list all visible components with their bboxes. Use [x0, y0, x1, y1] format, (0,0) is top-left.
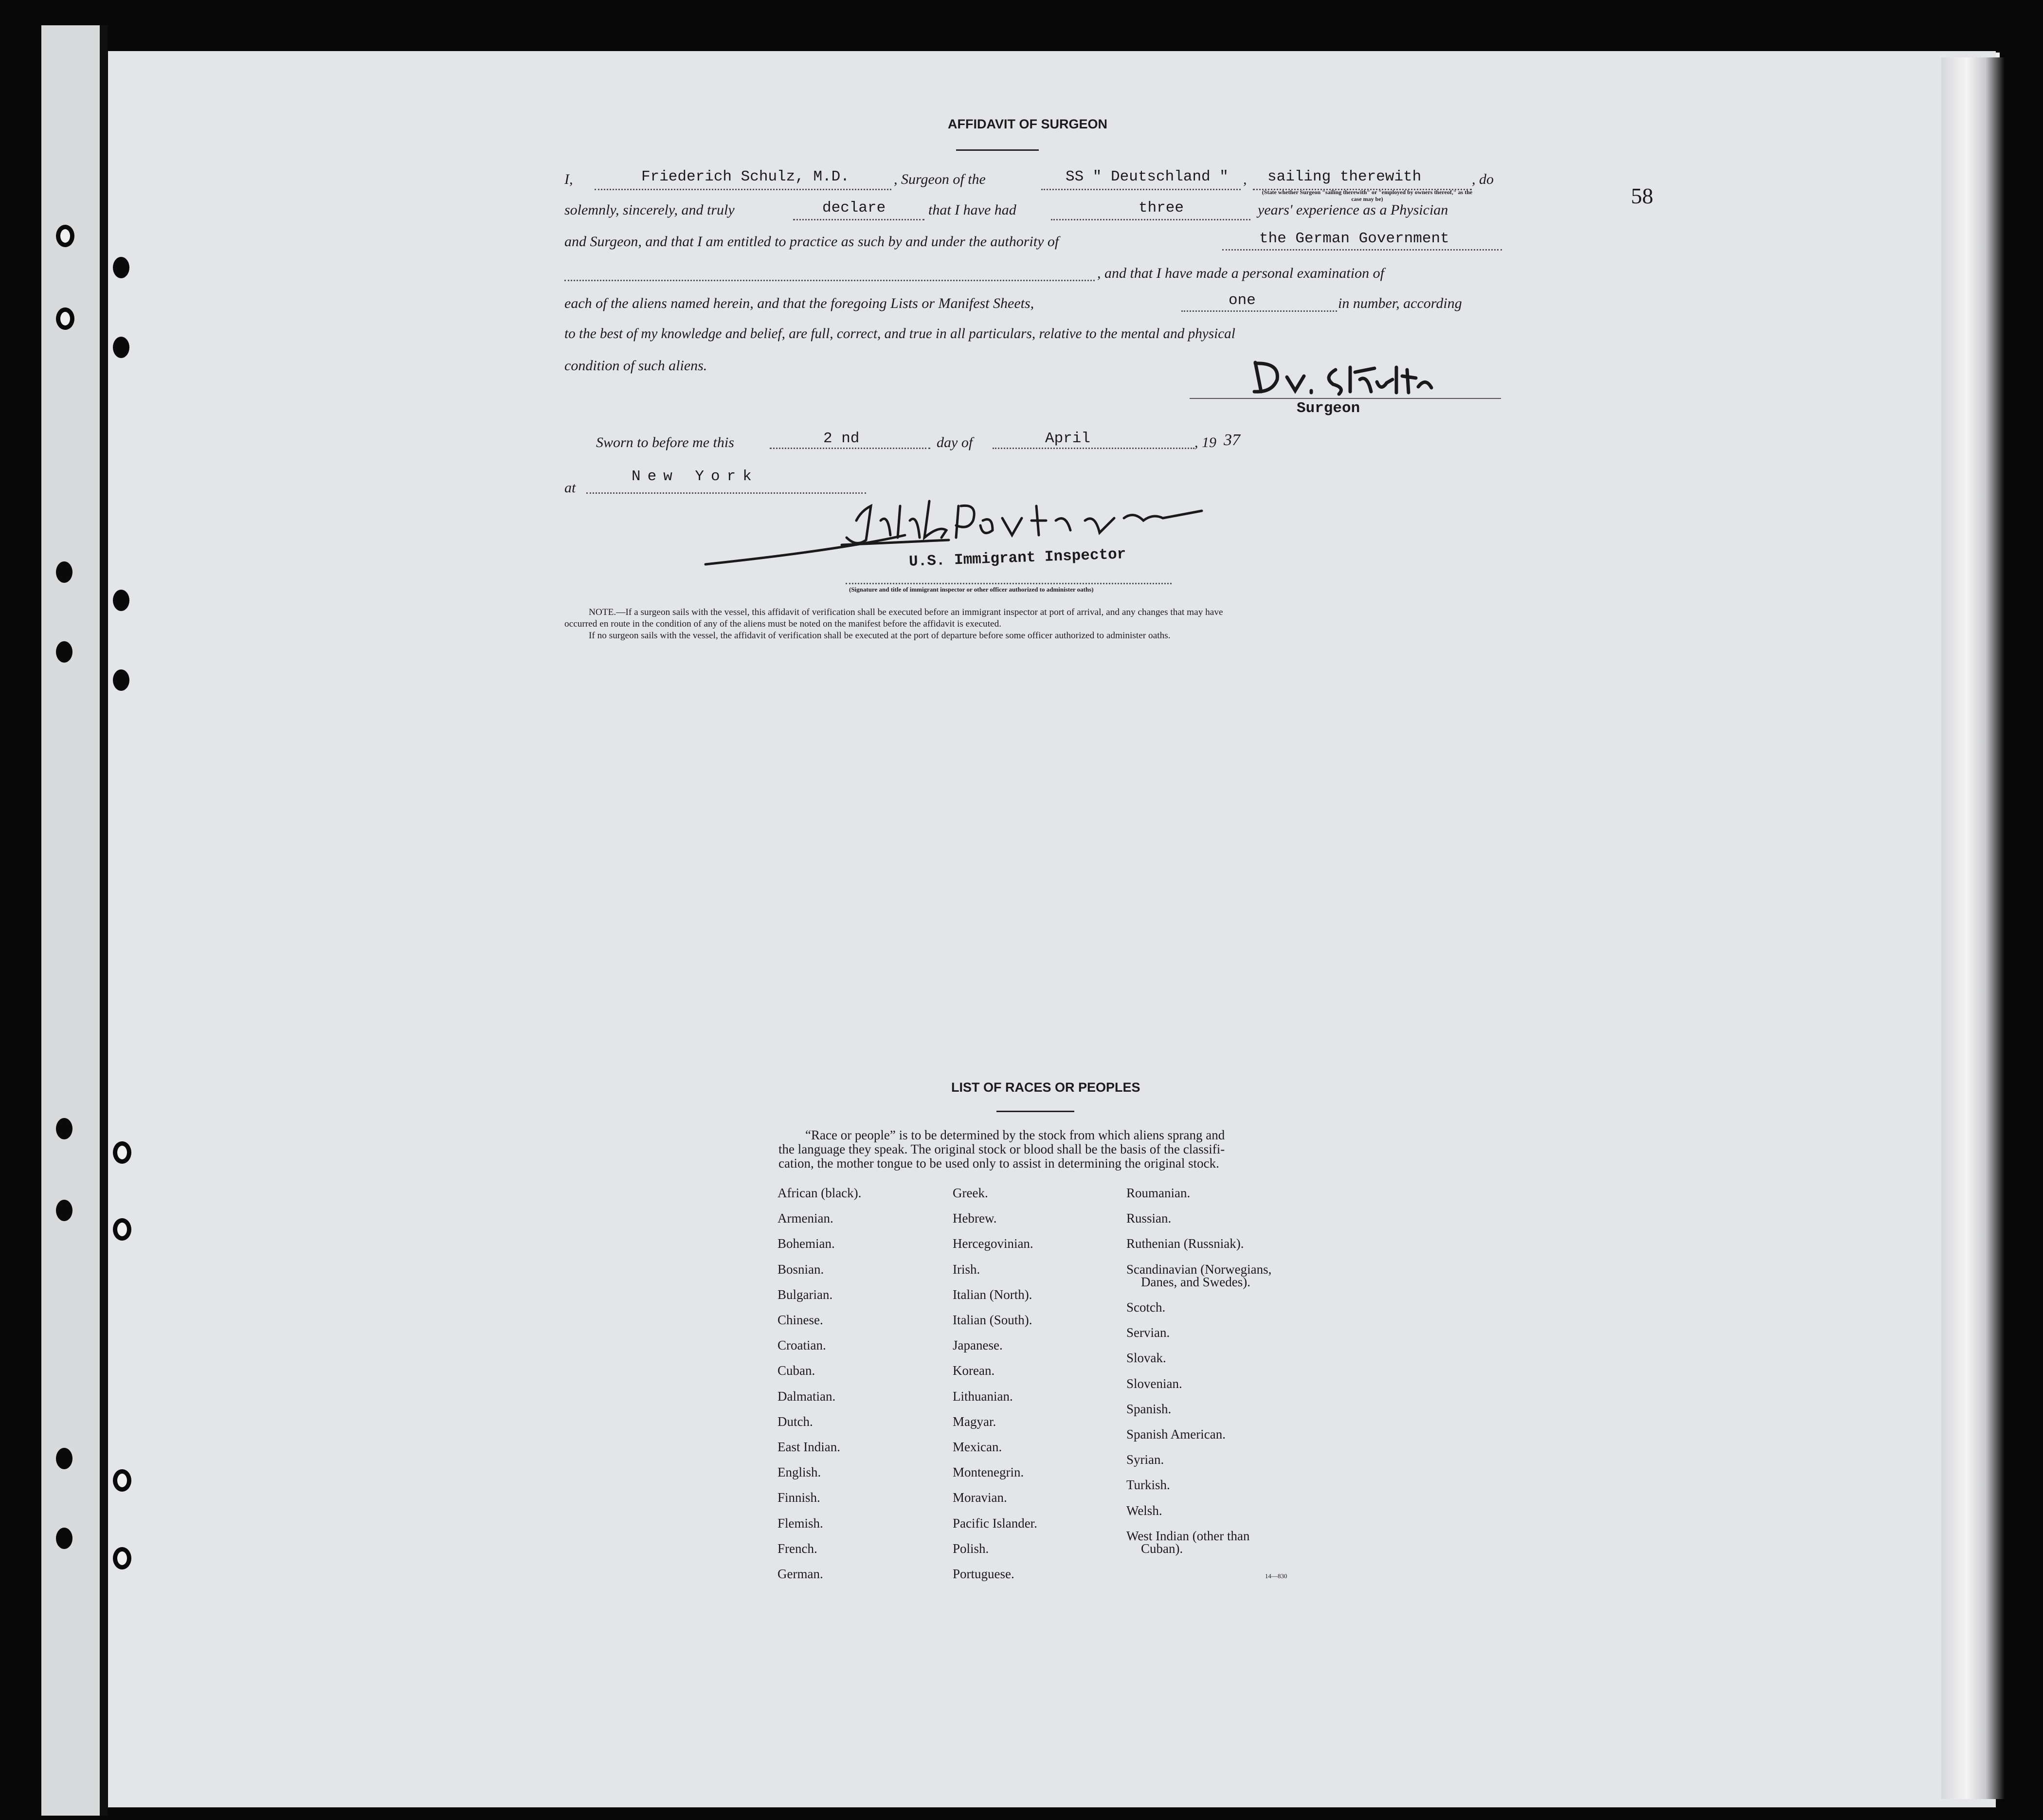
sheets-count-line	[1181, 310, 1337, 312]
vessel-line	[1041, 189, 1241, 190]
race-entry: Hercegovinian.	[953, 1236, 1033, 1251]
vessel-field: SS " Deutschland "	[1066, 168, 1229, 185]
race-entry: Bulgarian.	[777, 1287, 833, 1302]
race-entry: Korean.	[953, 1363, 995, 1378]
races-intro-2: the language they speak. The original stock or blood shall be the basis of the classifi-	[778, 1142, 1225, 1156]
affidavit-line1-comma: ,	[1243, 171, 1247, 187]
race-entry: Japanese.	[953, 1338, 1003, 1353]
inspector-signature-line	[846, 583, 1172, 584]
punch-hole	[113, 337, 129, 358]
race-entry: French.	[777, 1541, 817, 1556]
race-entry: Bohemian.	[777, 1236, 835, 1251]
authority-line	[1222, 249, 1502, 251]
affidavit-line1-prefix: I,	[564, 171, 573, 187]
race-entry: Spanish.	[1126, 1401, 1172, 1416]
race-entry: Greek.	[953, 1186, 988, 1200]
sworn-day-field: 2 nd	[823, 430, 860, 447]
race-entry: Italian (North).	[953, 1287, 1032, 1302]
race-entry: Moravian.	[953, 1490, 1007, 1505]
punch-hole	[113, 669, 129, 691]
race-entry: Polish.	[953, 1541, 989, 1556]
binder-edge	[100, 25, 108, 1816]
affidavit-line7: condition of such aliens.	[564, 358, 707, 374]
inspector-label: U.S. Immigrant Inspector	[908, 546, 1126, 571]
race-entry: Syrian.	[1126, 1452, 1164, 1467]
page-number: 58	[1631, 183, 1653, 208]
affidavit-line2-suffix: years' experience as a Physician	[1258, 202, 1448, 218]
race-entry: Hebrew.	[953, 1211, 997, 1226]
authority-continuation-line	[564, 280, 1095, 281]
race-entry: Italian (South).	[953, 1313, 1032, 1327]
sworn-year-prefix: , 19	[1194, 434, 1216, 450]
surgeon-name-line	[595, 189, 891, 190]
race-entry: Cuban).	[1141, 1541, 1183, 1556]
punch-hole	[113, 590, 129, 611]
race-entry: Spanish American.	[1126, 1427, 1226, 1442]
years-field: three	[1139, 199, 1184, 216]
race-entry: Irish.	[953, 1261, 980, 1277]
race-entry: West Indian (other than	[1126, 1528, 1250, 1543]
surgeon-signature-mark	[1250, 358, 1445, 401]
note-line-1: NOTE.—If a surgeon sails with the vessel, this affidavit of verification shall be executed before an immigrant inspector at port of arrival, and any changes that may have	[589, 607, 1223, 617]
sworn-prefix: Sworn to before me this	[596, 434, 734, 450]
race-entry: Welsh.	[1126, 1503, 1162, 1518]
sailing-field: sailing therewith	[1267, 168, 1422, 185]
affidavit-line2-mid: that I have had	[928, 202, 1016, 218]
punch-hole	[113, 1141, 131, 1164]
races-intro-3: cation, the mother tongue to be used only to assist in determining the original stock.	[778, 1156, 1219, 1171]
punch-hole	[113, 257, 129, 278]
punch-hole	[56, 225, 74, 247]
race-entry: Pacific Islander.	[953, 1515, 1037, 1531]
punch-hole	[113, 1218, 131, 1241]
authority-field: the German Government	[1259, 230, 1449, 247]
race-entry: Slovenian.	[1126, 1376, 1182, 1391]
punch-hole	[56, 307, 74, 330]
affidavit-line1-mid: , Surgeon of the	[894, 171, 986, 187]
race-entry: Magyar.	[953, 1414, 996, 1429]
affidavit-line5-suffix: in number, according	[1338, 295, 1462, 311]
form-number: 14—830	[1265, 1572, 1287, 1580]
race-entry: Montenegrin.	[953, 1465, 1024, 1480]
race-entry: Chinese.	[777, 1313, 823, 1327]
affidavit-line3-prefix: and Surgeon, and that I am entitled to practice as such by and under the authority of	[564, 234, 1059, 250]
punch-hole	[56, 641, 72, 663]
race-entry: Scotch.	[1126, 1300, 1166, 1315]
race-entry: Slovak.	[1126, 1351, 1166, 1366]
sworn-month-line	[993, 448, 1194, 449]
sworn-day-line	[770, 448, 930, 449]
race-entry: Cuban.	[777, 1363, 815, 1378]
punch-hole	[113, 1469, 131, 1492]
race-entry: Roumanian.	[1126, 1186, 1191, 1200]
punch-hole	[113, 1547, 131, 1569]
punch-hole	[56, 1118, 72, 1139]
sheets-count-field: one	[1229, 292, 1256, 309]
sworn-day-of: day of	[937, 434, 973, 450]
affidavit-line4: , and that I have made a personal examination of	[1097, 265, 1384, 281]
inspector-note: (Signature and title of immigrant inspector or other officer authorized to administer oaths)	[849, 586, 1094, 593]
race-entry: East Indian.	[777, 1440, 840, 1454]
races-intro-1: “Race or people” is to be determined by the stock from which aliens sprang and	[805, 1128, 1225, 1142]
affidavit-line5-prefix: each of the aliens named herein, and that the foregoing Lists or Manifest Sheets,	[564, 295, 1034, 311]
surgeon-name-field: Friederich Schulz, M.D.	[641, 168, 850, 185]
races-title: LIST OF RACES OR PEOPLES	[951, 1080, 1140, 1095]
sailing-note: (State whether Surgeon "sailing therewith" or "employed by owners thereof," as the case may be)	[1262, 189, 1473, 202]
place-field: New York	[632, 468, 759, 485]
race-entry: Portuguese.	[953, 1567, 1014, 1581]
race-entry: Turkish.	[1126, 1478, 1170, 1493]
affidavit-line1-suffix: , do	[1472, 171, 1494, 187]
race-entry: Dalmatian.	[777, 1388, 836, 1404]
title-rule	[956, 149, 1039, 151]
note-line-3: If no surgeon sails with the vessel, the affidavit of verification shall be executed at the port of departure before some officer authorized to administer oaths.	[589, 631, 1171, 641]
surgeon-label: Surgeon	[1297, 400, 1360, 417]
binder-strip	[41, 25, 102, 1816]
years-line	[1051, 219, 1250, 220]
race-entry: Scandinavian (Norwegians,	[1126, 1261, 1272, 1277]
race-entry: Flemish.	[777, 1515, 823, 1531]
sworn-month-field: April	[1045, 430, 1091, 447]
race-entry: English.	[777, 1465, 821, 1480]
affidavit-title: AFFIDAVIT OF SURGEON	[948, 117, 1107, 131]
sworn-year-field: 37	[1224, 431, 1240, 449]
race-entry: Mexican.	[953, 1440, 1002, 1454]
race-entry: Finnish.	[777, 1490, 820, 1505]
note-line-2: occurred en route in the condition of any of the aliens must be noted on the manifest before the affidavit is executed.	[564, 619, 1002, 629]
affidavit-line2-prefix: solemnly, sincerely, and truly	[564, 202, 735, 218]
race-entry: African (black).	[777, 1186, 862, 1200]
at-prefix: at	[564, 480, 576, 496]
punch-hole	[56, 1448, 72, 1469]
declare-field: declare	[822, 199, 886, 216]
race-entry: Servian.	[1126, 1325, 1170, 1340]
race-entry: German.	[777, 1567, 823, 1581]
punch-hole	[56, 1528, 72, 1549]
affidavit-line6: to the best of my knowledge and belief, are full, correct, and true in all particulars, relative to the mental and physical	[564, 326, 1235, 342]
surgeon-signature-line	[1190, 398, 1501, 399]
race-entry: Croatian.	[777, 1338, 826, 1353]
race-entry: Ruthenian (Russniak).	[1126, 1236, 1244, 1251]
race-entry: Danes, and Swedes).	[1141, 1274, 1250, 1289]
punch-hole	[56, 561, 72, 583]
races-title-rule	[996, 1111, 1074, 1112]
race-entry: Russian.	[1126, 1211, 1172, 1226]
race-entry: Dutch.	[777, 1414, 813, 1429]
race-entry: Lithuanian.	[953, 1388, 1013, 1404]
document-page	[108, 51, 1996, 1807]
race-entry: Armenian.	[777, 1211, 833, 1226]
punch-hole	[56, 1200, 72, 1221]
declare-line	[793, 219, 924, 220]
race-entry: Bosnian.	[777, 1261, 824, 1277]
page-fold-edge	[1941, 57, 2005, 1799]
